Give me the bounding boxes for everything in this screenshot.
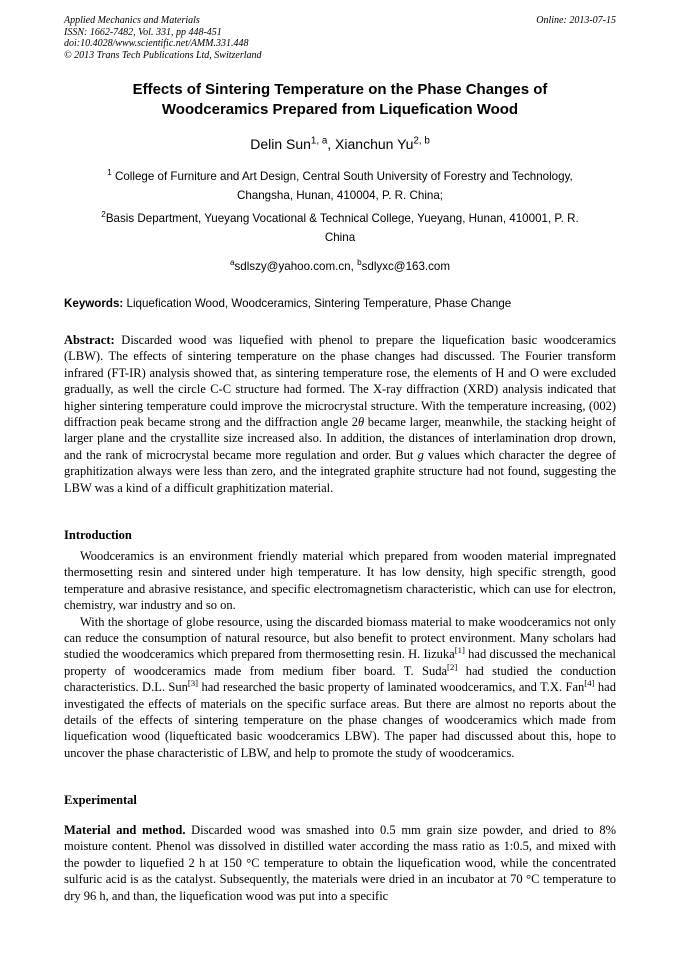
section-heading-experimental: Experimental (64, 793, 137, 807)
paragraph: Woodceramics is an environment friendly material which prepared from wooden material impregnated thermosetting resin and sintered under high temperature. It has low density, high specific strength, good temperature and abrasive resistance, and specific electromagnetism characteristic, which can use for electron, chemistry, war industry and so on. (64, 549, 616, 613)
title-line-1: Effects of Sintering Temperature on the Phase Changes of (132, 81, 548, 98)
email-superscript: a (229, 258, 235, 268)
affiliation-line: Basis Department, Yueyang Vocational & Technical College, Yueyang, Hunan, 410001, P. R. (105, 212, 579, 225)
keywords-label: Keywords: (64, 297, 124, 310)
section-heading-introduction: Introduction (64, 528, 132, 542)
abstract (64, 332, 616, 496)
journal-name: Applied Mechanics and Materials (64, 15, 200, 26)
author-superscript: 1, a (310, 135, 328, 147)
abstract-symbol: g (417, 447, 424, 462)
affiliation-number: 2 (101, 210, 106, 220)
affiliation-line: College of Furniture and Art Design, Central South University of Forestry and Technology, (114, 170, 573, 183)
online-date: Online: 2013-07-15 (536, 15, 616, 26)
email-link[interactable]: sdlszy@yahoo.com.cn, (234, 260, 358, 273)
affiliation-1 (64, 167, 616, 205)
subsection-label: Material and method. (64, 823, 186, 837)
affiliation-number: 1 (107, 168, 112, 178)
keywords (64, 297, 616, 310)
abstract-label: Abstract: (64, 333, 115, 347)
introduction-body (64, 548, 616, 761)
abstract-text: values which character the degree of graphitization always were less than zero, and the integrated graphite structure had not found, suggesting the LBW was a kind of a difficult graphitization material. (64, 447, 616, 495)
abstract-symbol: θ (357, 415, 365, 430)
affiliation-line: China (324, 231, 356, 244)
citation[interactable]: [3] (187, 678, 199, 689)
paragraph: Material and method. Discarded wood was smashed into 0.5 mm grain size powder, and dried to 8% moisture content. Phenol was dissolved in distilled water according the mass ratio as 1:0.5, and mixed with the powder to liquefied 2 h at 150 °C temperature to obtain the liquefication wood, while the concentrated sulfuric acid is as the catalyst. Subsequently, the materials were dried in an incubator at 70 °C temperature to dry 96 h, and than, the liquefication wood was put into a specific (64, 823, 616, 903)
journal-header (64, 15, 616, 61)
authors-line (64, 135, 616, 153)
citation[interactable]: [4] (584, 678, 595, 689)
affiliation-2 (64, 209, 616, 247)
abstract-text: became larger, meanwhile, the stacking height of larger plane and the crystallite size increased also. In addition, the distances of interlamination drop drown, and the rank of microcrystal became more regulation and order. But (64, 415, 616, 462)
journal-copyright: © 2013 Trans Tech Publications Ltd, Switzerland (64, 49, 262, 61)
journal-issn: ISSN: 1662-7482, Vol. 331, pp 448-451 (64, 26, 222, 38)
citation[interactable]: [2] (447, 661, 458, 672)
author-emails (64, 260, 616, 273)
author-separator: , (327, 136, 336, 152)
paragraph: With the shortage of globe resource, using the discarded biomass material to make woodceramics not only can reduce the consumption of natural resource, but also benefit to protect environment. Many scholars had studied the woodceramics which prepared from thermosetting resin. H. Iizuka[1] had discussed the mechanical property of woodceramics made from medium fiber board. T. Suda[2] had studied the conduction characteristics. D.L. Sun[3] had researched the basic property of laminated woodceramics, and T.X. Fan[4] had investigated the effects of materials on the specific surface areas. But there are almost no reports about the details of the effects of sintering temperature on the phase changes of woodceramics which made from liquefication wood (liquefticated basic woodceramics LBW). The paper had discussed about this, hope to uncover the phase characteristic of LBW, and help to promote the study of woodceramics. (64, 614, 616, 760)
citation[interactable]: [1] (454, 645, 465, 656)
title-line-2: Woodceramics Prepared from Liquefication Wood (161, 101, 519, 118)
author-name: Xianchun Yu (335, 136, 414, 152)
paper-title (64, 80, 616, 120)
author-name: Delin Sun (250, 136, 311, 152)
affiliation-line: Changsha, Hunan, 410004, P. R. China; (236, 189, 444, 202)
email-link[interactable]: sdlyxc@163.com (361, 260, 451, 273)
abstract-text: Discarded wood was liquefied with phenol to prepare the liquefication basic woodceramics (LBW). The effects of sintering temperature on the phase changes had discussed. The Fourier transform infrared (FT-IR) analysis showed that, as sintering temperature rose, the elements of H and O were excluded gradually, as well the circle C-C structure had formed. The X-ray diffraction (XRD) analysis indicated that higher sintering temperature could improve the microcrystal structure. With the temperature increasing, (002) diffraction peak became strong and the diffraction angle 2 (64, 333, 616, 430)
experimental-body (64, 822, 616, 904)
author-superscript: 2, b (413, 135, 430, 147)
keywords-text: Liquefication Wood, Woodceramics, Sintering Temperature, Phase Change (123, 297, 512, 310)
journal-doi: doi:10.4028/www.scientific.net/AMM.331.448 (64, 38, 249, 49)
email-superscript: b (357, 258, 362, 268)
